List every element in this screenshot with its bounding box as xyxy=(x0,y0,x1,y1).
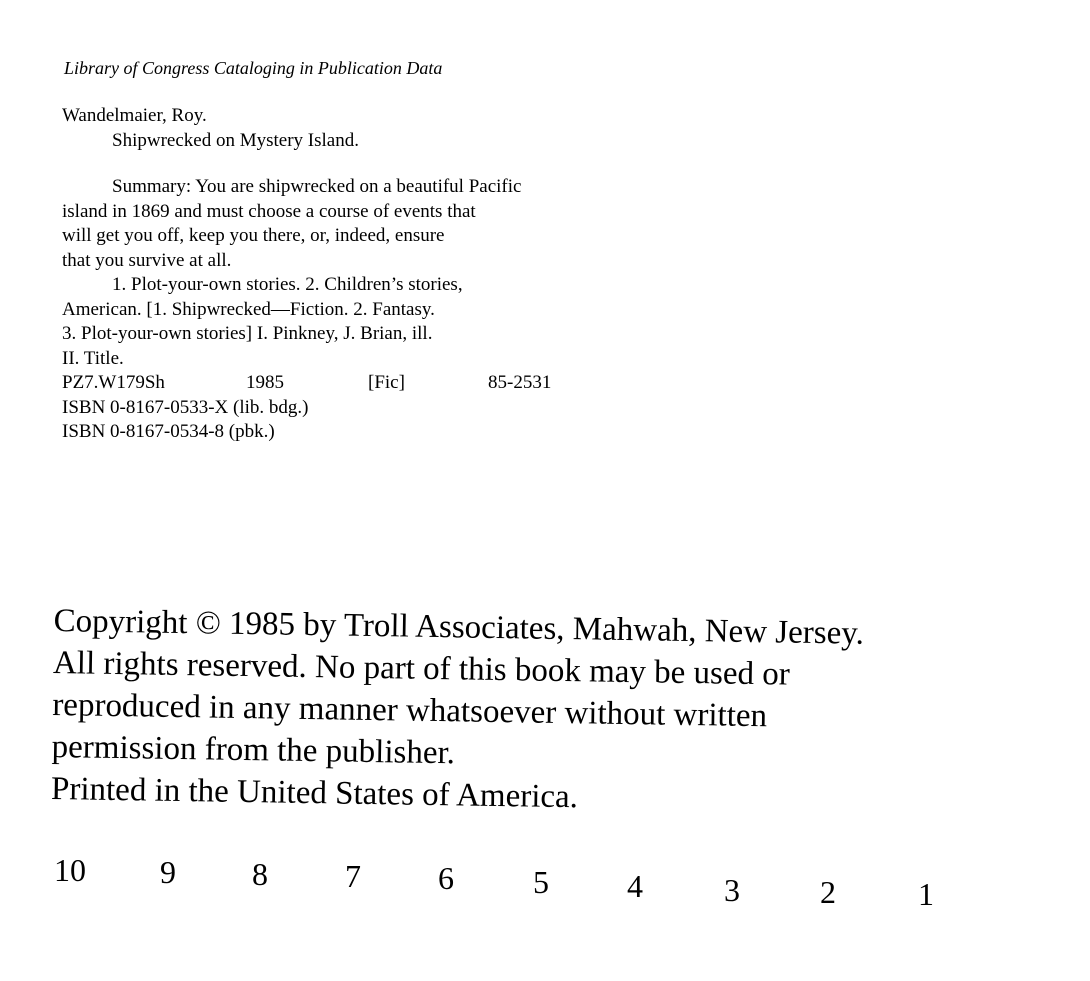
cip-record xyxy=(62,104,552,445)
cip-fic: [Fic] xyxy=(368,372,405,393)
printing-number: 7 xyxy=(345,858,361,894)
cip-isbn-line: ISBN 0-8167-0534-8 (pbk.) xyxy=(62,421,275,442)
cip-author: Wandelmaier, Roy. xyxy=(62,105,207,126)
cip-heading: Library of Congress Cataloging in Publication Data xyxy=(64,58,443,78)
cip-spacer xyxy=(62,153,521,175)
cip-subject-line: 1. Plot-your-own stories. 2. Children’s stories, xyxy=(112,274,463,295)
cip-year: 1985 xyxy=(246,372,284,393)
printing-number: 10 xyxy=(54,852,86,888)
cip-call-number: PZ7.W179Sh xyxy=(62,372,165,393)
rights-line: reproduced in any manner whatsoever without written xyxy=(52,686,768,735)
printed-in-line: Printed in the United States of America. xyxy=(50,770,579,816)
cip-summary-line: will get you off, keep you there, or, indeed, ensure xyxy=(62,225,445,246)
printing-number: 5 xyxy=(533,864,549,900)
cip-isbn-line: ISBN 0-8167-0533-X (lib. bdg.) xyxy=(62,396,309,418)
printing-number: 8 xyxy=(252,856,268,892)
cip-summary-line: Summary: You are shipwrecked on a beautiful Pacific xyxy=(112,176,522,197)
rights-line: All rights reserved. No part of this book may be used or xyxy=(52,644,791,693)
cip-summary-line: island in 1869 and must choose a course of events that xyxy=(62,200,476,222)
printing-number: 1 xyxy=(918,876,934,912)
printing-number: 2 xyxy=(820,874,836,910)
rights-line: permission from the publisher. xyxy=(51,728,456,772)
cip-summary-line: that you survive at all. xyxy=(62,249,232,271)
printing-number: 3 xyxy=(724,872,740,908)
copyright-line: Copyright © 1985 by Troll Associates, Mahwah, New Jersey. xyxy=(53,602,865,652)
cip-classification-row xyxy=(62,371,552,396)
cip-subject-line: II. Title. xyxy=(62,347,124,369)
printing-number: 9 xyxy=(160,854,176,890)
printing-number: 4 xyxy=(627,868,643,904)
printing-number: 6 xyxy=(438,860,454,896)
copyright-notice xyxy=(51,600,865,823)
printing-number-line xyxy=(0,852,1090,912)
cip-lccn: 85-2531 xyxy=(488,372,552,393)
cip-subject-line: 3. Plot-your-own stories] I. Pinkney, J. Brian, ill. xyxy=(62,323,433,344)
cip-subject-line: American. [1. Shipwrecked—Fiction. 2. Fantasy. xyxy=(62,298,435,320)
cip-title: Shipwrecked on Mystery Island. xyxy=(112,129,359,151)
